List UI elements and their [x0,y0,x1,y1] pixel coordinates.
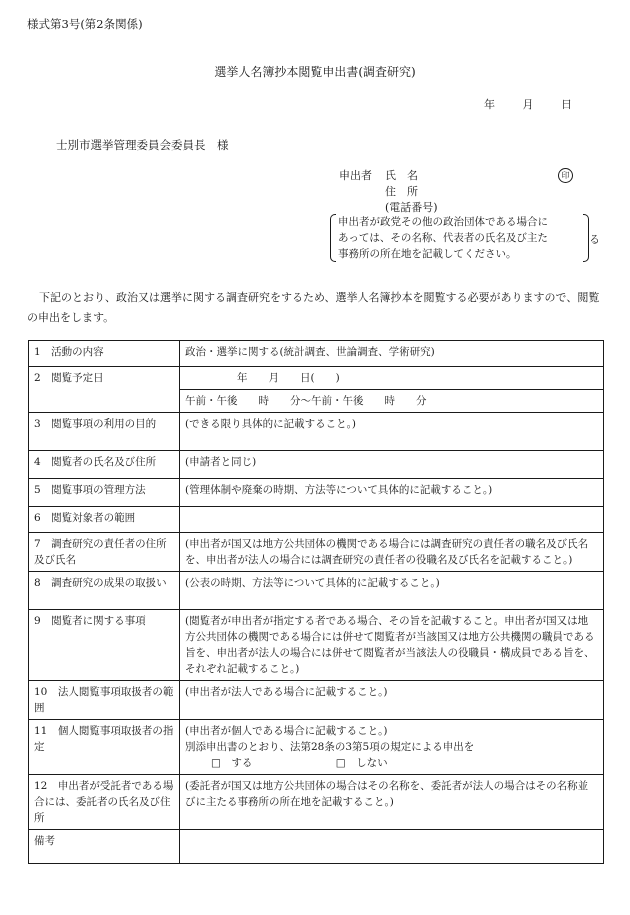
row-label: 6 閲覧対象者の範囲 [29,507,180,533]
applicant-note [332,214,583,262]
table-row [29,367,604,413]
row-content[interactable]: (閲覧者が申出者が指定する者である場合、その旨を記載すること。申出者が国又は地方公共団体の機関である場合には併せて閲覧者が当該国又は地方公共機関の職員である旨を、申出者が法人の場合には併せて閲覧者が当該法人の役職員・構成員である旨を、それぞれ記載すること。) [180,610,604,681]
table-row [29,451,604,479]
row-label: 4 閲覧者の氏名及び住所 [29,451,180,479]
table-row [29,341,604,367]
table-row [29,610,604,681]
row-content[interactable]: (公表の時期、方法等について具体的に記載すること。) [180,572,604,610]
applicant-phone-label: (電話番号) [385,201,438,214]
date-line [484,96,572,112]
row-label: 2 閲覧予定日 [29,367,180,413]
individual-statement: 別添申出書のとおり、法第28条の3第5項の規定による申出を [185,741,475,753]
table-row [29,681,604,720]
document-title: 選挙人名簿抄本閲覧申出書(調査研究) [214,65,416,79]
addressee: 士別市選挙管理委員会委員長 様 [56,138,229,152]
row-label: 9 閲覧者に関する事項 [29,610,180,681]
row-label: 5 閲覧事項の管理方法 [29,479,180,507]
application-table [28,340,604,864]
row-content[interactable]: (できる限り具体的に記載すること。) [180,413,604,451]
row-content[interactable]: 政治・選挙に関する(統計調査、世論調査、学術研究) [180,341,604,367]
choice-yes-checkbox[interactable]: □ する [211,757,253,769]
row-label: 3 閲覧事項の利用の目的 [29,413,180,451]
table-row [29,775,604,830]
row-content[interactable]: (委託者が国又は地方公共団体の場合はその名称を、委託者が法人の場合はその名称並びに主たる事務所の所在地を記載すること。) [180,775,604,830]
table-row [29,479,604,507]
applicant-label: 申出者 [339,169,372,182]
individual-note: (申出者が個人である場合に記載すること。) [185,725,388,737]
row-content[interactable] [180,720,604,775]
intro-text: 下記のとおり、政治又は選挙に関する調査研究をするため、選挙人名簿抄本を閲覧する必要がありますので、閲覧の申出をします。 [27,291,600,324]
note-line: 申出者が政党その他の政治団体である場合に [338,216,548,228]
applicant-name-label: 氏 名 [385,169,418,182]
row-content[interactable] [180,367,604,413]
seal-mark: 印 [558,168,573,183]
row-content[interactable]: (管理体制や廃棄の時期、方法等について具体的に記載すること。) [180,479,604,507]
row-label: 10 法人閲覧事項取扱者の範囲 [29,681,180,720]
note-line: 事務所の所在地を記載してください。 [338,248,517,260]
viewing-time[interactable]: 午前・午後 時 分〜午前・午後 時 分 [180,389,603,409]
row-label: 8 調査研究の成果の取扱い [29,572,180,610]
row-label: 1 活動の内容 [29,341,180,367]
row-content[interactable]: (申請者と同じ) [180,451,604,479]
row-content[interactable]: (申出者が法人である場合に記載すること。) [180,681,604,720]
row-content[interactable] [180,830,604,864]
table-row [29,572,604,610]
applicant-block [339,168,438,216]
table-row [29,720,604,775]
individual-choice [185,755,598,771]
note-line: あっては、その名称、代表者の氏名及び主た [338,232,548,244]
row-label: 11 個人閲覧事項取扱者の指定 [29,720,180,775]
row-label: 7 調査研究の責任者の住所及び氏名 [29,533,180,572]
form-number: 様式第3号(第2条関係) [27,17,143,31]
choice-no-checkbox[interactable]: □ しない [335,757,388,769]
table-row [29,413,604,451]
date-day: 日 [561,98,572,111]
date-year: 年 [484,98,495,111]
table-row [29,830,604,864]
table-row [29,533,604,572]
applicant-address-label: 住 所 [385,185,418,198]
row-label: 12 申出者が受託者である場合には、委託者の氏名及び住所 [29,775,180,830]
table-row [29,507,604,533]
date-month: 月 [522,98,534,111]
note-tail: る [589,233,600,246]
row-content[interactable]: (申出者が国又は地方公共団体の機関である場合には調査研究の責任者の職名及び氏名を、申出者が法人の場合には調査研究の責任者の役職名及び氏名を記載すること。) [180,533,604,572]
row-label: 備考 [29,830,180,864]
viewing-date[interactable]: 年 月 日( ) [237,372,340,384]
row-content[interactable] [180,507,604,533]
